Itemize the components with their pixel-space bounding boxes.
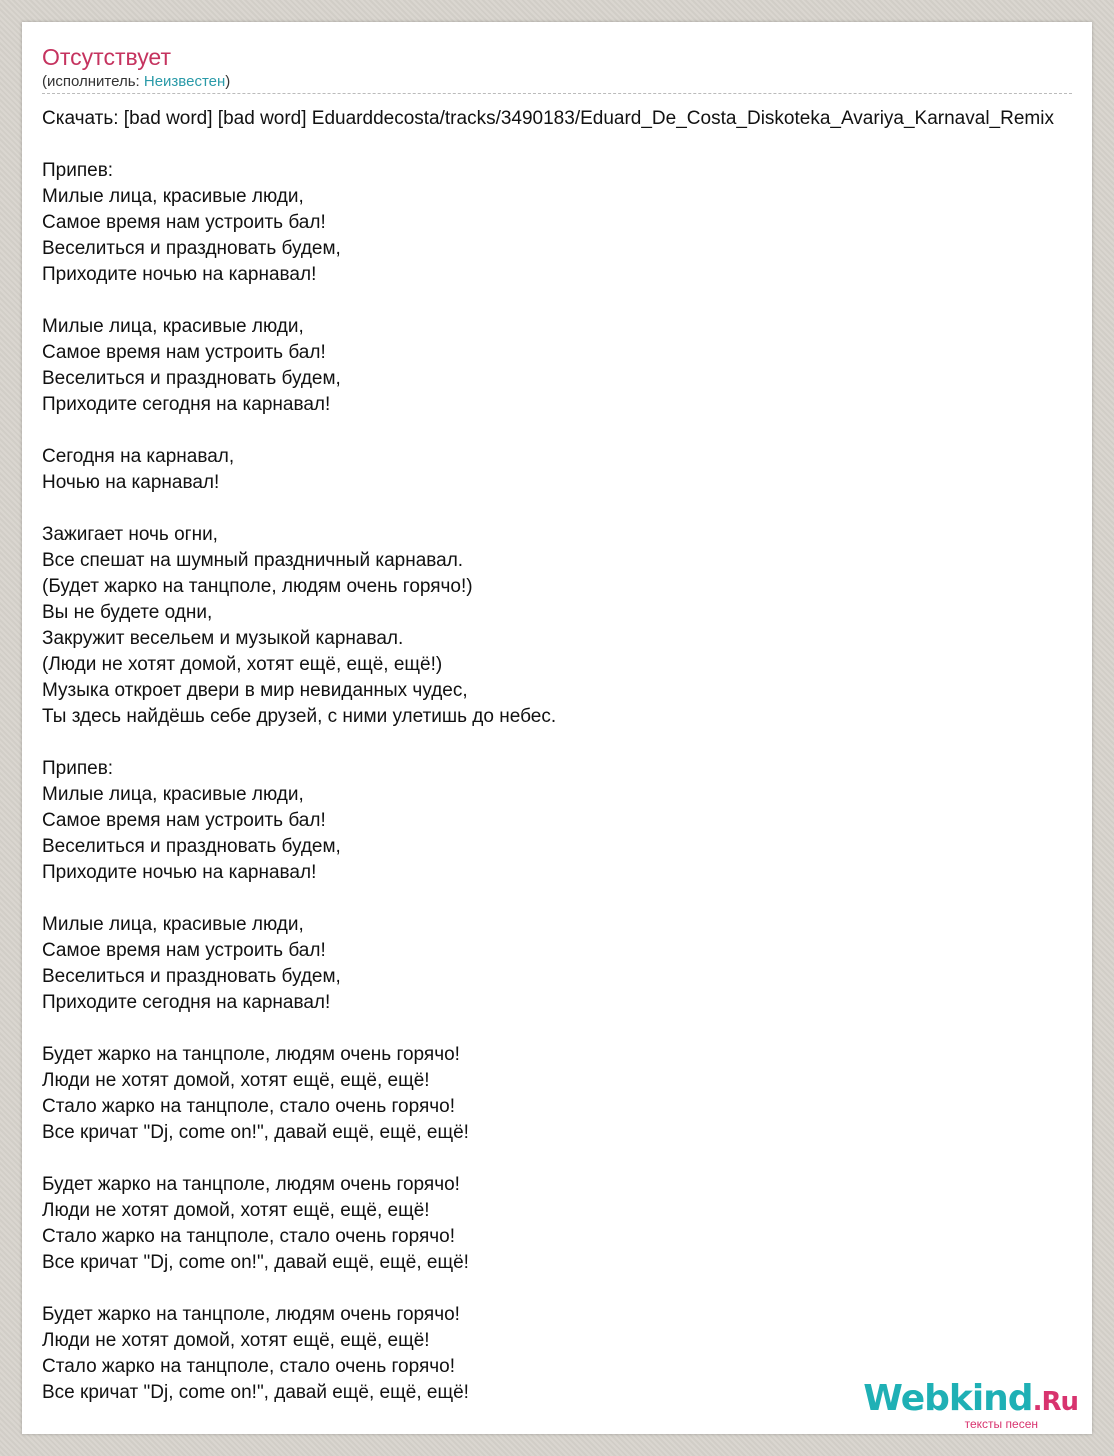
lyrics-line: Самое время нам устроить бал! bbox=[42, 810, 326, 831]
lyrics-line: Самое время нам устроить бал! bbox=[42, 940, 326, 961]
lyrics-stanza bbox=[42, 444, 1072, 496]
lyrics-line: Самое время нам устроить бал! bbox=[42, 342, 326, 363]
site-logo bbox=[863, 1378, 1078, 1431]
lyrics-line: Приходите ночью на карнавал! bbox=[42, 264, 317, 285]
lyrics-stanza bbox=[42, 1172, 1072, 1276]
logo-tld: .Ru bbox=[1032, 1387, 1078, 1417]
lyrics-line: Люди не хотят домой, хотят ещё, ещё, ещё! bbox=[42, 1330, 430, 1351]
artist-prefix: (исполнитель: bbox=[42, 73, 144, 90]
lyrics-stanza bbox=[42, 314, 1072, 418]
lyrics-stanza bbox=[42, 522, 1072, 730]
song-title: Отсутствует bbox=[42, 44, 171, 70]
lyrics-line: Припев: bbox=[42, 160, 114, 181]
lyrics-line: Будет жарко на танцполе, людям очень горячо! bbox=[42, 1044, 460, 1065]
lyrics-stanza bbox=[42, 756, 1072, 886]
lyrics-line: Сегодня на карнавал, bbox=[42, 446, 235, 467]
lyrics-line: (Люди не хотят домой, хотят ещё, ещё, ещё!) bbox=[42, 654, 443, 675]
lyrics-line: Припев: bbox=[42, 758, 114, 779]
lyrics-line: Зажигает ночь огни, bbox=[42, 524, 218, 545]
artist-link[interactable]: Неизвестен bbox=[143, 73, 226, 90]
lyrics-line: Вы не будете одни, bbox=[42, 602, 213, 623]
lyrics-line: Милые лица, красивые люди, bbox=[42, 914, 304, 935]
lyrics-line: Ночью на карнавал! bbox=[42, 472, 220, 493]
lyrics-line: Ты здесь найдёшь себе друзей, с ними улетишь до небес. bbox=[42, 706, 557, 727]
lyrics-line: (Будет жарко на танцполе, людям очень горячо!) bbox=[42, 576, 473, 597]
lyrics-line: Все кричат "Dj, come on!", давай ещё, ещё, ещё! bbox=[42, 1252, 469, 1273]
logo-tagline: тексты песен bbox=[964, 1417, 1038, 1431]
logo-word: Webkind bbox=[863, 1378, 1033, 1419]
lyrics-stanza bbox=[42, 1042, 1072, 1146]
lyrics-line: Веселиться и праздновать будем, bbox=[42, 238, 341, 259]
lyrics-line: Веселиться и праздновать будем, bbox=[42, 368, 341, 389]
lyrics-card bbox=[22, 22, 1092, 1434]
header-divider bbox=[42, 93, 1072, 94]
lyrics-line: Приходите ночью на карнавал! bbox=[42, 862, 317, 883]
lyrics-line: Милые лица, красивые люди, bbox=[42, 784, 304, 805]
artist-suffix: ) bbox=[225, 73, 231, 90]
lyrics-line: Приходите сегодня на карнавал! bbox=[42, 394, 331, 415]
lyrics-line: Музыка откроет двери в мир невиданных чудес, bbox=[42, 680, 468, 701]
lyrics-line: Закружит весельем и музыкой карнавал. bbox=[42, 628, 404, 649]
lyrics-line: Веселиться и праздновать будем, bbox=[42, 966, 341, 987]
lyrics-line: Все спешат на шумный праздничный карнавал. bbox=[42, 550, 464, 571]
lyrics-line: Стало жарко на танцполе, стало очень горячо! bbox=[42, 1226, 456, 1247]
lyrics-line: Милые лица, красивые люди, bbox=[42, 316, 304, 337]
lyrics-line: Самое время нам устроить бал! bbox=[42, 212, 326, 233]
lyrics-stanza bbox=[42, 912, 1072, 1016]
lyrics-line: Стало жарко на танцполе, стало очень горячо! bbox=[42, 1096, 456, 1117]
lyrics-line: Приходите сегодня на карнавал! bbox=[42, 992, 331, 1013]
download-line: Скачать: [bad word] [bad word] Eduarddecosta/tracks/3490183/Eduard_De_Costa_Diskoteka_Avariya_Karnaval_Remix bbox=[42, 108, 1054, 129]
artist-line bbox=[42, 73, 230, 91]
lyrics-line: Люди не хотят домой, хотят ещё, ещё, ещё! bbox=[42, 1070, 430, 1091]
lyrics-line: Все кричат "Dj, come on!", давай ещё, ещё, ещё! bbox=[42, 1382, 469, 1403]
lyrics-line: Веселиться и праздновать будем, bbox=[42, 836, 341, 857]
lyrics-line: Милые лица, красивые люди, bbox=[42, 186, 304, 207]
lyrics-line: Будет жарко на танцполе, людям очень горячо! bbox=[42, 1174, 460, 1195]
lyrics-line: Все кричат "Dj, come on!", давай ещё, ещё, ещё! bbox=[42, 1122, 469, 1143]
lyrics-line: Люди не хотят домой, хотят ещё, ещё, ещё! bbox=[42, 1200, 430, 1221]
lyrics-stanza bbox=[42, 158, 1072, 288]
lyrics-body bbox=[42, 158, 1072, 1432]
lyrics-line: Будет жарко на танцполе, людям очень горячо! bbox=[42, 1304, 460, 1325]
logo-wordmark bbox=[863, 1378, 1078, 1420]
lyrics-line: Стало жарко на танцполе, стало очень горячо! bbox=[42, 1356, 456, 1377]
